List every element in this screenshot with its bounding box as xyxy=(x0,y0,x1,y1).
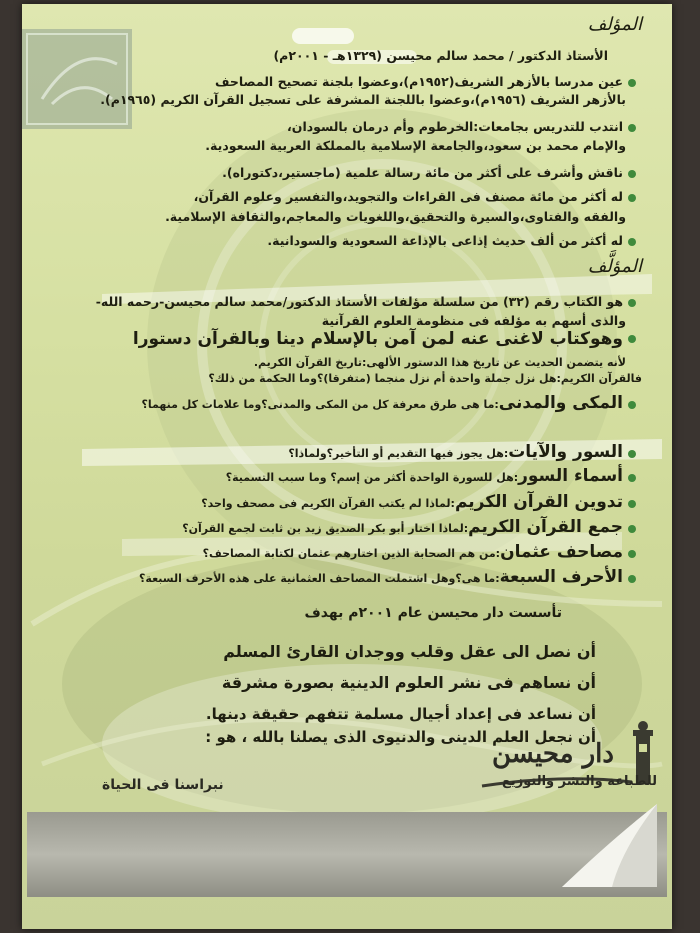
topic-text: :لماذا اختار أبو بكر الصديق زيد بن ثابت لجمع القرآن؟ xyxy=(182,522,469,535)
topic-title: جمع القرآن الكريم xyxy=(468,517,623,537)
author-item: له أكثر من ألف حديث إذاعى بالإذاعة السعودية والسودانية. xyxy=(52,233,636,248)
goals-intro: تأسست دار محيسن عام ٢٠٠١م بهدف xyxy=(304,605,562,621)
goal-item: أن نساهم فى نشر العلوم الدينية بصورة مشرقة xyxy=(221,673,596,692)
topic-text: :ما هى طرق معرفة كل من المكى والمدنى؟وما علامات كل منهما؟ xyxy=(141,398,499,411)
publisher-name: دار محيسن xyxy=(492,739,614,769)
topic-item xyxy=(52,517,636,537)
topic-item xyxy=(52,442,636,462)
topic-title: السور والآيات xyxy=(508,442,623,462)
goal-item: أن نجعل العلم الدينى والدنيوى الذى يصلنا بالله ، هو : xyxy=(205,728,596,746)
tagline: نبراسنا فى الحياة xyxy=(102,777,224,793)
topic-item xyxy=(52,492,636,512)
topic-text: :ما هى؟وهل اشتملت المصاحف العثمانية على هذه الأحرف السبعة؟ xyxy=(139,572,500,585)
page-curl-icon xyxy=(552,799,662,889)
topic-text: :هل يجوز فيها التقديم أو التأخير؟ولماذا؟ xyxy=(288,447,509,460)
topic-title: الأحرف السبعة xyxy=(499,567,623,587)
author-item: له أكثر من مائة مصنف فى القراءات والتجويد،والتفسير وعلوم القرآن، xyxy=(52,189,636,204)
book-line: فالقرآن الكريم:هل نزل جملة واحدة أم نزل منجما (متفرقا)؟وما الحكمة من ذلك؟ xyxy=(208,372,642,385)
topic-item xyxy=(52,466,636,486)
topic-title: تدوين القرآن الكريم xyxy=(454,492,623,512)
book-line: هو الكتاب رقم (٣٢) من سلسلة مؤلفات الأستاذ الدكتور/محمد سالم محيسن-رحمه الله- xyxy=(52,294,636,309)
goal-item: أن نساعد فى إعداد أجيال مسلمة تتفهم حقيقة دينها. xyxy=(205,705,596,723)
author-item: عين مدرسا بالأزهر الشريف(١٩٥٢م)،وعضوا بلجنة تصحيح المصاحف xyxy=(52,74,636,89)
topic-title: أسماء السور xyxy=(518,466,623,486)
author-item: والإمام محمد بن سعود،والجامعة الإسلامية بالمملكة العربية السعودية. xyxy=(205,138,626,153)
goal-item: أن نصل الى عقل وقلب ووجدان القارئ المسلم xyxy=(223,642,596,661)
topic-text: :من هم الصحابة الذين اختارهم عثمان لكتابة المصاحف؟ xyxy=(202,547,501,560)
topic-item xyxy=(52,567,636,587)
book-highlight: وهوكتاب لاغنى عنه لمن آمن بالإسلام دينا وبالقرآن دستورا xyxy=(52,332,636,347)
topic-title: المكى والمدنى xyxy=(498,393,623,413)
author-item: بالأزهر الشريف (١٩٥٦م)،وعضوا باللجنة المشرفة على تسجيل القرآن الكريم (١٩٦٥م). xyxy=(100,92,626,107)
back-cover xyxy=(22,4,672,929)
topic-item xyxy=(52,542,636,562)
topic-item xyxy=(52,393,636,413)
author-heading: المؤلف xyxy=(587,14,642,35)
topic-title: مصاحف عثمان xyxy=(500,542,623,562)
topic-text: :لماذا لم يكتب القرآن الكريم فى مصحف واحد؟ xyxy=(201,497,455,510)
author-item: ناقش وأشرف على أكثر من مائة رسالة علمية (ماجستير،دكتوراه). xyxy=(52,165,636,180)
publisher-subtitle: للطباعة والنشر والتوزيع xyxy=(502,774,658,789)
author-item: انتدب للتدريس بجامعات:الخرطوم وأم درمان بالسودان، xyxy=(52,119,636,134)
topic-text: :هل للسورة الواحدة أكثر من إسم؟ وما سبب التسمية؟ xyxy=(225,471,519,484)
book-heading: المؤلَّف xyxy=(587,256,642,277)
book-line: والذى أسهم به مؤلفه فى منظومة العلوم القرآنية xyxy=(321,313,626,328)
author-item: والفقه والفتاوى،والسيرة والتحقيق،واللغويات والمعاجم،والثقافة الإسلامية. xyxy=(165,209,626,224)
author-name: الأستاذ الدكتور / محمد سالم محيسن (١٣٢٩هـ - ٢٠٠١م) xyxy=(273,48,608,63)
book-line: لأنه يتضمن الحديث عن تاريخ هذا الدستور الألهى:تاريخ القرآن الكريم. xyxy=(253,356,626,369)
